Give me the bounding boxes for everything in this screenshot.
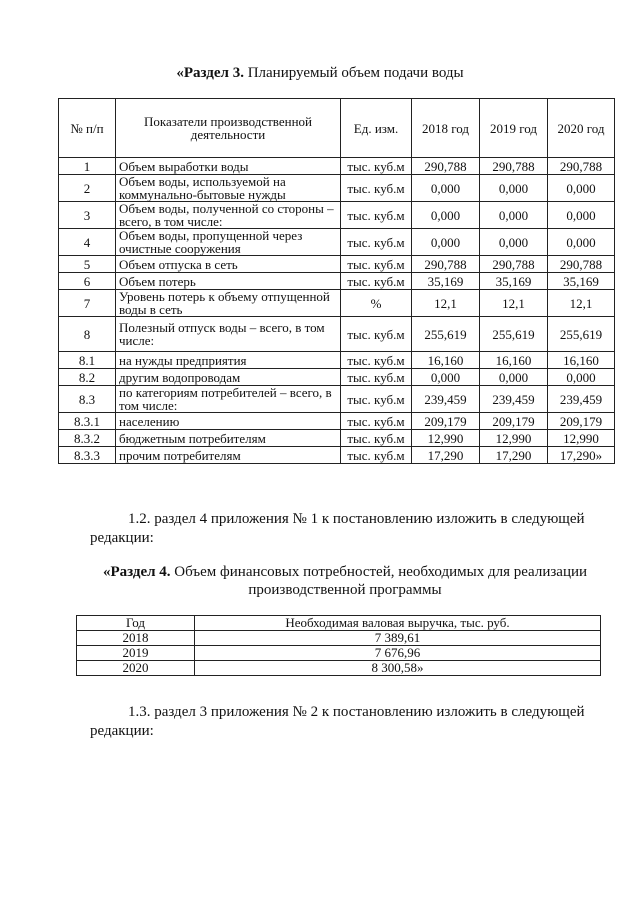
row-unit: тыс. куб.м xyxy=(341,413,412,430)
row-number: 8 xyxy=(59,317,116,352)
section4-table xyxy=(76,615,601,676)
row-value-2018: 35,169 xyxy=(412,273,480,290)
row-indicator: Объем воды, полученной со стороны – всего, в том числе: xyxy=(116,202,341,229)
row-indicator: бюджетным потребителям xyxy=(116,430,341,447)
table-row xyxy=(59,229,615,256)
table-row xyxy=(59,317,615,352)
table-row xyxy=(59,202,615,229)
table-row xyxy=(59,413,615,430)
row-unit: тыс. куб.м xyxy=(341,447,412,464)
paragraph-1-3: 1.3. раздел 3 приложения № 2 к постановлению изложить в следующей редакции: xyxy=(90,704,585,739)
row-unit: тыс. куб.м xyxy=(341,317,412,352)
row-value-2018: 239,459 xyxy=(412,386,480,413)
row-revenue: 8 300,58» xyxy=(195,661,601,676)
row-year: 2020 xyxy=(77,661,195,676)
table-row xyxy=(77,631,601,646)
row-year: 2019 xyxy=(77,646,195,661)
row-value-2020: 12,1 xyxy=(548,290,615,317)
table-row xyxy=(59,175,615,202)
row-value-2019: 17,290 xyxy=(480,447,548,464)
table-row xyxy=(59,369,615,386)
row-value-2019: 0,000 xyxy=(480,175,548,202)
header-year: Год xyxy=(77,616,195,631)
row-indicator: прочим потребителям xyxy=(116,447,341,464)
row-value-2019: 35,169 xyxy=(480,273,548,290)
row-value-2018: 290,788 xyxy=(412,256,480,273)
row-value-2020: 17,290» xyxy=(548,447,615,464)
header-revenue: Необходимая валовая выручка, тыс. руб. xyxy=(195,616,601,631)
row-unit: тыс. куб.м xyxy=(341,273,412,290)
header-unit: Ед. изм. xyxy=(341,99,412,158)
row-number: 5 xyxy=(59,256,116,273)
row-value-2019: 16,160 xyxy=(480,352,548,369)
row-unit: тыс. куб.м xyxy=(341,256,412,273)
row-value-2019: 0,000 xyxy=(480,229,548,256)
paragraph-1-2: 1.2. раздел 4 приложения № 1 к постановлению изложить в следующей редакции: xyxy=(90,511,585,546)
row-value-2019: 0,000 xyxy=(480,369,548,386)
table-row xyxy=(77,646,601,661)
section4-header-row xyxy=(77,616,601,631)
row-indicator: Объем выработки воды xyxy=(116,158,341,175)
row-year: 2018 xyxy=(77,631,195,646)
section4-title-bold: «Раздел 4. xyxy=(102,564,171,580)
row-value-2019: 0,000 xyxy=(480,202,548,229)
row-unit: тыс. куб.м xyxy=(341,158,412,175)
row-number: 8.1 xyxy=(59,352,116,369)
section3-header-row xyxy=(59,99,615,158)
table-row xyxy=(59,352,615,369)
row-number: 8.2 xyxy=(59,369,116,386)
row-value-2018: 0,000 xyxy=(412,175,480,202)
row-indicator: другим водопроводам xyxy=(116,369,341,386)
row-value-2020: 290,788 xyxy=(548,256,615,273)
table-row xyxy=(59,273,615,290)
row-unit: тыс. куб.м xyxy=(341,352,412,369)
row-value-2018: 0,000 xyxy=(412,202,480,229)
row-indicator: Полезный отпуск воды – всего, в том числе: xyxy=(116,317,341,352)
row-value-2019: 12,1 xyxy=(480,290,548,317)
row-value-2020: 290,788 xyxy=(548,158,615,175)
row-value-2019: 290,788 xyxy=(480,256,548,273)
row-number: 8.3.1 xyxy=(59,413,116,430)
row-indicator: на нужды предприятия xyxy=(116,352,341,369)
row-value-2019: 239,459 xyxy=(480,386,548,413)
header-num: № п/п xyxy=(59,99,116,158)
header-2020: 2020 год xyxy=(548,99,615,158)
table-row xyxy=(59,386,615,413)
row-revenue: 7 676,96 xyxy=(195,646,601,661)
row-value-2018: 17,290 xyxy=(412,447,480,464)
table-row xyxy=(59,447,615,464)
row-indicator: Объем воды, используемой на коммунально-бытовые нужды xyxy=(116,175,341,202)
row-value-2020: 0,000 xyxy=(548,175,615,202)
section3-title xyxy=(0,64,640,82)
row-unit: тыс. куб.м xyxy=(341,386,412,413)
row-value-2018: 255,619 xyxy=(412,317,480,352)
row-value-2020: 209,179 xyxy=(548,413,615,430)
row-revenue: 7 389,61 xyxy=(195,631,601,646)
row-value-2018: 12,1 xyxy=(412,290,480,317)
row-value-2020: 16,160 xyxy=(548,352,615,369)
row-number: 2 xyxy=(59,175,116,202)
row-unit: тыс. куб.м xyxy=(341,430,412,447)
table-row xyxy=(59,158,615,175)
row-unit: тыс. куб.м xyxy=(341,369,412,386)
row-number: 1 xyxy=(59,158,116,175)
row-unit: % xyxy=(341,290,412,317)
row-number: 7 xyxy=(59,290,116,317)
row-number: 3 xyxy=(59,202,116,229)
section3-title-text: Планируемый объем подачи воды xyxy=(243,65,464,81)
table-row xyxy=(77,661,601,676)
table-row xyxy=(59,290,615,317)
section3-table xyxy=(58,98,615,464)
row-number: 8.3.2 xyxy=(59,430,116,447)
row-value-2019: 290,788 xyxy=(480,158,548,175)
row-value-2019: 12,990 xyxy=(480,430,548,447)
row-value-2020: 0,000 xyxy=(548,369,615,386)
row-value-2020: 35,169 xyxy=(548,273,615,290)
row-value-2019: 255,619 xyxy=(480,317,548,352)
row-value-2020: 0,000 xyxy=(548,202,615,229)
row-value-2018: 0,000 xyxy=(412,229,480,256)
table-row xyxy=(59,430,615,447)
row-number: 8.3 xyxy=(59,386,116,413)
header-indicator: Показатели производственной деятельности xyxy=(116,99,341,158)
row-indicator: по категориям потребителей – всего, в том числе: xyxy=(116,386,341,413)
row-number: 4 xyxy=(59,229,116,256)
header-2019: 2019 год xyxy=(480,99,548,158)
row-unit: тыс. куб.м xyxy=(341,202,412,229)
row-value-2018: 290,788 xyxy=(412,158,480,175)
row-value-2019: 209,179 xyxy=(480,413,548,430)
table-row xyxy=(59,256,615,273)
header-2018: 2018 год xyxy=(412,99,480,158)
row-value-2018: 12,990 xyxy=(412,430,480,447)
row-indicator: Объем воды, пропущенной через очистные сооружения xyxy=(116,229,341,256)
row-unit: тыс. куб.м xyxy=(341,175,412,202)
row-value-2018: 16,160 xyxy=(412,352,480,369)
row-indicator: Уровень потерь к объему отпущенной воды в сеть xyxy=(116,290,341,317)
row-indicator: Объем потерь xyxy=(116,273,341,290)
row-indicator: Объем отпуска в сеть xyxy=(116,256,341,273)
section4-title xyxy=(90,563,600,599)
section3-title-bold: «Раздел 3. xyxy=(176,65,244,81)
row-value-2020: 255,619 xyxy=(548,317,615,352)
section4-title-text: Объем финансовых потребностей, необходимых для реализации производственной программы xyxy=(170,564,588,598)
row-value-2020: 0,000 xyxy=(548,229,615,256)
row-value-2020: 239,459 xyxy=(548,386,615,413)
row-indicator: населению xyxy=(116,413,341,430)
row-value-2018: 0,000 xyxy=(412,369,480,386)
row-number: 8.3.3 xyxy=(59,447,116,464)
row-value-2018: 209,179 xyxy=(412,413,480,430)
row-unit: тыс. куб.м xyxy=(341,229,412,256)
row-number: 6 xyxy=(59,273,116,290)
row-value-2020: 12,990 xyxy=(548,430,615,447)
